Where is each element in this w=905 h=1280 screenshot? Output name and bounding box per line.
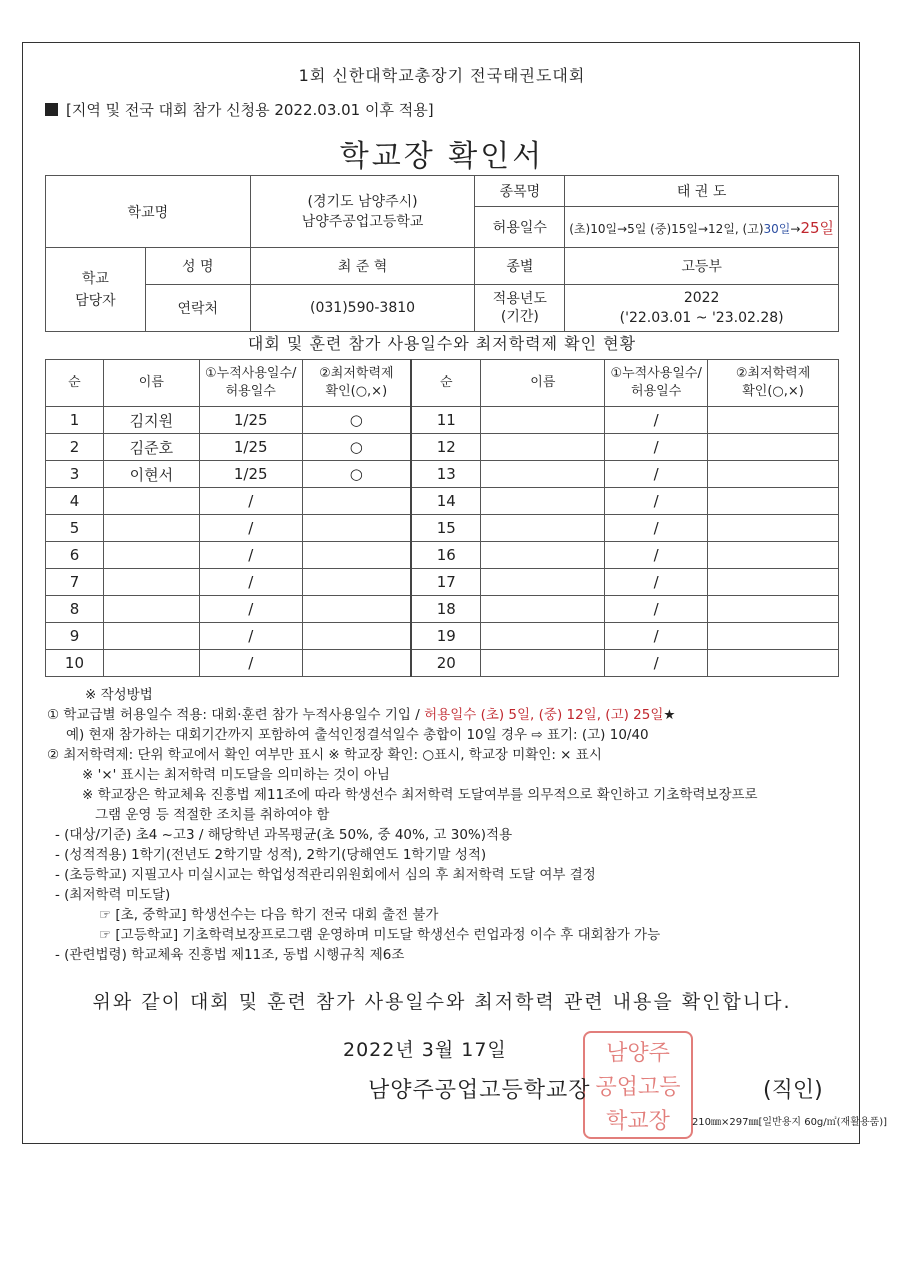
cell-name <box>103 569 199 596</box>
school-info-table <box>45 175 839 332</box>
cell-days: / <box>605 569 708 596</box>
table-row <box>46 515 839 542</box>
days-part3: → <box>790 221 801 236</box>
cell-check <box>708 407 839 434</box>
cell-no: 2 <box>46 434 104 461</box>
cell-check <box>302 650 411 677</box>
cell-no: 13 <box>411 461 481 488</box>
cell-days: / <box>605 542 708 569</box>
event-value: 태 권 도 <box>565 176 839 207</box>
instruction-line: - (초등학교) 지필고사 미실시교는 학업성적관리위원회에서 심의 후 최저학력 도달 여부 결정 <box>55 867 596 883</box>
cell-name <box>481 434 605 461</box>
cell-days: / <box>199 542 302 569</box>
cell-days: / <box>605 488 708 515</box>
cell-no: 18 <box>411 596 481 623</box>
cell-check <box>708 434 839 461</box>
instruction-line: 그램 운영 등 적절한 조치를 취하여야 함 <box>95 807 330 823</box>
cell-check <box>708 488 839 515</box>
cell-name <box>481 515 605 542</box>
form-note <box>45 99 434 120</box>
cell-no: 6 <box>46 542 104 569</box>
year-value <box>565 285 839 332</box>
cell-name: 김지원 <box>103 407 199 434</box>
instruction-line: ☞ [고등학교] 기초학력보장프로그램 운영하며 미도달 학생선수 런업과정 이수 후 대회참가 가능 <box>99 927 661 943</box>
cell-name <box>103 623 199 650</box>
document-title: 학교장 확인서 <box>339 139 545 174</box>
table-row <box>46 650 839 677</box>
section-title: 대회 및 훈련 참가 사용일수와 최저학력제 확인 현황 <box>247 334 637 353</box>
table-row <box>46 569 839 596</box>
name-value: 최 준 혁 <box>250 248 475 285</box>
cell-no: 11 <box>411 407 481 434</box>
school-name: 남양주공업고등학교 <box>301 213 424 230</box>
cell-days: / <box>605 407 708 434</box>
cell-no: 12 <box>411 434 481 461</box>
table-row <box>46 407 839 434</box>
cell-name <box>481 650 605 677</box>
cell-name <box>103 488 199 515</box>
year-text: 2022 <box>683 290 720 306</box>
name-label: 성 명 <box>145 248 250 285</box>
cell-check <box>708 515 839 542</box>
cell-days: / <box>605 515 708 542</box>
days-label: 허용일수 <box>475 207 565 248</box>
cell-no: 1 <box>46 407 104 434</box>
cell-days: / <box>605 596 708 623</box>
col-name-header: 이름 <box>481 360 605 407</box>
cell-check <box>302 569 411 596</box>
col-check-header: ②최저학력제 확인(○,×) <box>302 360 411 407</box>
col-check-header: ②최저학력제 확인(○,×) <box>708 360 839 407</box>
cell-name <box>481 542 605 569</box>
cell-days: / <box>605 434 708 461</box>
col-no-header: 순 <box>411 360 481 407</box>
col-days-header: ①누적사용일수/ 허용일수 <box>605 360 708 407</box>
document-frame <box>22 42 887 1144</box>
official-seal: 남양주 공업고등 학교장 <box>583 1031 693 1139</box>
instruction-line: ☞ [초, 중학교] 학생선수는 다음 학기 전국 대회 출전 불가 <box>99 907 439 923</box>
cell-days: / <box>199 515 302 542</box>
form-note-text: [지역 및 전국 대회 참가 신청용 2022.03.01 이후 적용] <box>66 101 434 119</box>
cell-check: ○ <box>302 434 411 461</box>
cell-check <box>708 650 839 677</box>
cell-no: 8 <box>46 596 104 623</box>
table-row <box>46 461 839 488</box>
cell-check <box>708 596 839 623</box>
cell-days: 1/25 <box>199 461 302 488</box>
cell-no: 17 <box>411 569 481 596</box>
year-label: 적용년도 (기간) <box>475 285 565 332</box>
cell-no: 7 <box>46 569 104 596</box>
cell-check: ○ <box>302 407 411 434</box>
school-label: 학교명 <box>46 176 251 248</box>
instruction-line: 예) 현재 참가하는 대회기간까지 포함하여 출석인정결석일수 총합이 10일 경우 ⇨ 표기: (고) 10/40 <box>66 727 649 743</box>
school-region: (경기도 남양주시) <box>307 193 418 210</box>
table-row <box>46 488 839 515</box>
event-label: 종목명 <box>475 176 565 207</box>
cell-name <box>103 650 199 677</box>
cell-name: 이현서 <box>103 461 199 488</box>
table-row <box>46 434 839 461</box>
cell-name <box>103 515 199 542</box>
instruction-line: ① 학교급별 허용일수 적용: 대회·훈련 참가 누적사용일수 기입 / 허용일수 (초) 5일, (중) 12일, (고) 25일★ <box>47 707 676 723</box>
cell-no: 10 <box>46 650 104 677</box>
cell-no: 20 <box>411 650 481 677</box>
athlete-table <box>45 359 839 677</box>
cell-check: ○ <box>302 461 411 488</box>
cell-no: 16 <box>411 542 481 569</box>
confirmation-text: 위와 같이 대회 및 훈련 참가 사용일수와 최저학력 관련 내용을 확인합니다. <box>92 991 792 1013</box>
phone-label: 연락처 <box>145 285 250 332</box>
cell-no: 4 <box>46 488 104 515</box>
cell-days: / <box>605 461 708 488</box>
cell-days: / <box>199 650 302 677</box>
cell-days: 1/25 <box>199 434 302 461</box>
cell-days: / <box>199 623 302 650</box>
cell-days: / <box>199 596 302 623</box>
cell-name <box>481 488 605 515</box>
cell-days: / <box>199 488 302 515</box>
col-name-header: 이름 <box>103 360 199 407</box>
cell-no: 14 <box>411 488 481 515</box>
table-row <box>46 623 839 650</box>
cell-check <box>708 542 839 569</box>
cell-days: / <box>605 623 708 650</box>
days-part1: (초)10일→5일 (중)15일→12일, (고) <box>569 221 764 236</box>
issue-date: 2022년 3월 17일 <box>343 1039 507 1061</box>
cell-name <box>481 596 605 623</box>
table-row <box>46 596 839 623</box>
cell-days: / <box>199 569 302 596</box>
cell-days: / <box>605 650 708 677</box>
event-title: 1회 신한대학교총장기 전국태권도대회 <box>298 66 586 85</box>
cell-check <box>708 569 839 596</box>
instruction-line: ② 최저학력제: 단위 학교에서 확인 여부만 표시 ※ 학교장 확인: ○표시, 학교장 미확인: × 표시 <box>47 747 602 763</box>
days-part2: 30일 <box>763 221 791 236</box>
table-row <box>46 542 839 569</box>
cell-name <box>103 596 199 623</box>
school-value <box>250 176 475 248</box>
cell-no: 3 <box>46 461 104 488</box>
cell-no: 19 <box>411 623 481 650</box>
cell-name <box>481 569 605 596</box>
cell-days: 1/25 <box>199 407 302 434</box>
cell-name <box>481 623 605 650</box>
cell-check <box>302 596 411 623</box>
cell-check <box>302 623 411 650</box>
days-value <box>565 207 839 248</box>
instruction-line: ※ '×' 표시는 최저학력 미도달을 의미하는 것이 아님 <box>82 767 390 783</box>
instruction-line: ※ 학교장은 학교체육 진흥법 제11조에 따라 학생선수 최저학력 도달여부를 의무적으로 확인하고 기초학력보장프로 <box>82 787 758 803</box>
cell-name <box>103 542 199 569</box>
cell-name: 김준호 <box>103 434 199 461</box>
instruction-line: - (성적적용) 1학기(전년도 2학기말 성적), 2학기(당해연도 1학기말 성적) <box>55 847 487 863</box>
instruction-line: - (대상/기준) 초4 ~고3 / 해당학년 과목평균(초 50%, 중 40%, 고 30%)적용 <box>55 827 513 843</box>
category-label: 종별 <box>475 248 565 285</box>
paper-spec: 210㎜×297㎜[일반용지 60g/㎡(재활용품)] <box>691 1117 887 1128</box>
instructions <box>47 685 847 965</box>
cell-check <box>708 623 839 650</box>
cell-name <box>481 461 605 488</box>
cell-no: 5 <box>46 515 104 542</box>
cell-name <box>481 407 605 434</box>
instructions-heading: ※ 작성방법 <box>85 687 153 703</box>
instruction-line: - (관련법령) 학교체육 진흥법 제11조, 동법 시행규칙 제6조 <box>55 947 405 963</box>
cell-no: 15 <box>411 515 481 542</box>
phone-value: (031)590-3810 <box>250 285 475 332</box>
seal-label: (직인) <box>763 1078 823 1103</box>
principal-name: 남양주공업고등학교장 <box>368 1078 591 1103</box>
col-no-header: 순 <box>46 360 104 407</box>
cell-check <box>708 461 839 488</box>
instruction-line: - (최저학력 미도달) <box>55 887 171 903</box>
cell-check <box>302 488 411 515</box>
days-part4: 25일 <box>800 218 835 237</box>
square-bullet-icon <box>45 103 58 116</box>
cell-check <box>302 515 411 542</box>
cell-no: 9 <box>46 623 104 650</box>
contact-label: 학교 담당자 <box>46 248 146 332</box>
category-value: 고등부 <box>565 248 839 285</box>
col-days-header: ①누적사용일수/ 허용일수 <box>199 360 302 407</box>
cell-check <box>302 542 411 569</box>
table-header-row <box>46 360 839 407</box>
year-period: ('22.03.01 ~ '23.02.28) <box>619 310 784 326</box>
